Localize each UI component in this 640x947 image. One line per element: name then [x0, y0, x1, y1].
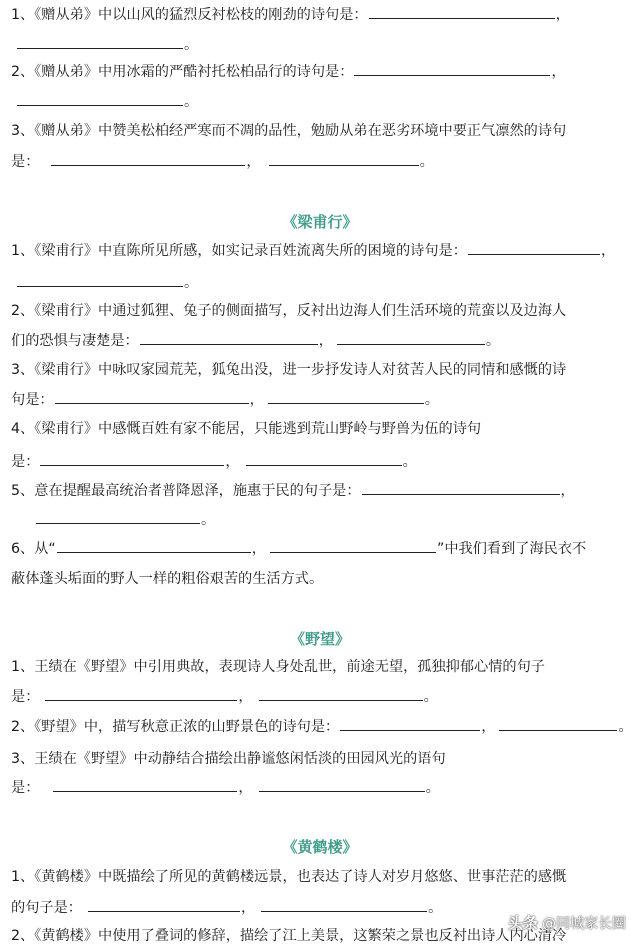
question-text: 蔽体蓬头垢面的野人一样的粗俗艰苦的生活方式。 — [11, 571, 324, 587]
section-title: 《野望》 — [289, 630, 350, 648]
answer-blank[interactable] — [499, 716, 617, 731]
question-text: 1、《梁甫行》中直陈所见所感，如实记录百姓流离失所的困境的诗句是： — [11, 243, 467, 259]
s3-q1-line1 — [11, 656, 545, 678]
period: 。 — [425, 780, 440, 796]
period: 。 — [428, 900, 443, 916]
answer-blank[interactable] — [246, 451, 402, 466]
answer-blank[interactable] — [269, 151, 419, 166]
question-text: 6、从“ — [11, 541, 56, 557]
answer-blank[interactable] — [261, 897, 427, 912]
comma: ， — [225, 454, 240, 470]
comma: ， — [481, 719, 496, 735]
comma: ， — [551, 64, 566, 80]
question-text: 句是： — [11, 392, 54, 408]
question-text: 3、《梁甫行》中咏叹家园荒芜，狐兔出没，进一步抒发诗人对贫苦人民的同情和感慨的诗 — [11, 362, 567, 378]
question-text: 是： — [11, 154, 40, 170]
question-text: 的句子是： — [11, 900, 82, 916]
question-text: 3、王绩在《野望》中动静结合描绘出静谧悠闲恬淡的田园风光的语句 — [11, 751, 446, 767]
answer-blank[interactable] — [140, 330, 318, 345]
question-text: ”中我们看到了海民衣不 — [436, 541, 587, 557]
answer-blank[interactable] — [53, 777, 237, 792]
s2-q3-line1 — [11, 359, 566, 381]
s3-q3-line1 — [11, 748, 446, 770]
answer-blank[interactable] — [340, 716, 480, 731]
answer-blank[interactable] — [369, 4, 555, 19]
period: 。 — [184, 37, 199, 53]
s2-q4-line1 — [11, 418, 481, 440]
s1-q3-line2 — [11, 151, 434, 173]
period: 。 — [184, 275, 199, 291]
comma: ， — [251, 541, 266, 557]
s2-q2-line2 — [11, 330, 500, 352]
s2-q6-line2 — [11, 568, 323, 590]
answer-blank[interactable] — [362, 480, 560, 495]
comma: ， — [600, 243, 616, 259]
s2-q1-line2 — [16, 272, 198, 294]
watermark-handle: @同城家长圈 — [542, 915, 626, 932]
question-text: 2、《梁甫行》中通过狐狸、兔子的侧面描写，反衬出边海人们生活环境的荒蛮以及边海人 — [11, 303, 567, 319]
answer-blank[interactable] — [17, 34, 183, 49]
period: 。 — [485, 333, 501, 349]
question-text: 4、《梁甫行》中感慨百姓有家不能居，只能逃到荒山野岭与野兽为伍的诗句 — [11, 421, 482, 437]
watermark-source: 头条 — [507, 914, 538, 932]
s3-q3-line2 — [11, 777, 440, 799]
question-text: 2、《赠从弟》中用冰霜的严酷衬托松柏品行的诗句是： — [11, 64, 354, 80]
question-text: 1、《黄鹤楼》中既描绘了所见的黄鹤楼远景，也表达了诗人对岁月悠悠、世事茫茫的感慨 — [11, 869, 567, 885]
question-text: 2、《黄鹤楼》中使用了叠词的修辞，描绘了江上美景，这繁荣之景也反衬出诗人内心清冷 — [11, 928, 567, 944]
s3-q1-line2 — [11, 686, 438, 708]
s2-q4-line2 — [11, 451, 417, 473]
comma: ， — [240, 900, 256, 916]
comma: ， — [246, 154, 261, 170]
section-title: 《梁甫行》 — [282, 213, 358, 231]
s1-q3-line1 — [11, 120, 566, 142]
question-text: 是： — [11, 780, 40, 796]
comma: ， — [560, 483, 575, 499]
watermark — [508, 912, 626, 933]
answer-blank[interactable] — [17, 272, 183, 287]
question-text: 3、《赠从弟》中赞美松柏经严寒而不凋的品性，勉励从弟在恶劣环境中要正气凛然的诗句 — [11, 123, 567, 139]
answer-blank[interactable] — [57, 538, 251, 553]
period: 。 — [419, 154, 434, 170]
answer-blank[interactable] — [259, 777, 425, 792]
s4-q2-line1 — [11, 925, 566, 947]
answer-blank[interactable] — [270, 538, 436, 553]
answer-blank[interactable] — [51, 151, 245, 166]
s4-q1-line2 — [11, 897, 442, 919]
question-text: 5、意在提醒最高统治者普降恩泽，施惠于民的句子是： — [11, 483, 361, 499]
comma: ， — [238, 780, 253, 796]
comma: ， — [238, 689, 253, 705]
period: 。 — [618, 719, 633, 735]
question-text: 2、《野望》中，描写秋意正浓的山野景色的诗句是： — [11, 719, 340, 735]
answer-blank[interactable] — [259, 686, 423, 701]
s2-q1-line1 — [11, 240, 615, 262]
s2-q3-line2 — [11, 389, 439, 411]
comma: ， — [318, 333, 333, 349]
s1-q2-line2 — [16, 91, 198, 113]
answer-blank[interactable] — [268, 389, 424, 404]
answer-blank[interactable] — [337, 330, 485, 345]
question-text: 1、《赠从弟》中以山风的猛烈反衬松枝的刚劲的诗句是： — [11, 7, 368, 23]
s2-q5-line2 — [16, 509, 215, 531]
section-title: 《黄鹤楼》 — [282, 838, 358, 856]
answer-blank[interactable] — [40, 451, 224, 466]
answer-blank[interactable] — [354, 61, 550, 76]
period: 。 — [201, 512, 216, 528]
question-text: 是： — [11, 689, 40, 705]
s1-q1-line2 — [16, 34, 198, 56]
comma: ， — [555, 7, 570, 23]
s2-q6-line1 — [11, 538, 586, 560]
period: 。 — [423, 689, 438, 705]
s4-q1-line1 — [11, 866, 566, 888]
s1-q2-line1 — [11, 61, 566, 83]
period: 。 — [402, 454, 417, 470]
period: 。 — [184, 94, 199, 110]
answer-blank[interactable] — [55, 389, 249, 404]
answer-blank[interactable] — [468, 240, 600, 255]
answer-blank[interactable] — [88, 897, 240, 912]
s2-q2-line1 — [11, 300, 566, 322]
answer-blank[interactable] — [17, 91, 183, 106]
period: 。 — [424, 392, 439, 408]
answer-blank[interactable] — [36, 509, 200, 524]
question-text: 是： — [11, 454, 40, 470]
s3-q2-line1 — [11, 716, 633, 738]
s1-q1-line1 — [11, 4, 570, 26]
question-text: 们的恐惧与凄楚是： — [11, 333, 139, 349]
question-text: 1、王绩在《野望》中引用典故，表现诗人身处乱世，前途无望，孤独抑郁心情的句子 — [11, 659, 545, 675]
comma: ， — [249, 392, 264, 408]
s2-q5-line1 — [11, 480, 575, 502]
answer-blank[interactable] — [45, 686, 237, 701]
